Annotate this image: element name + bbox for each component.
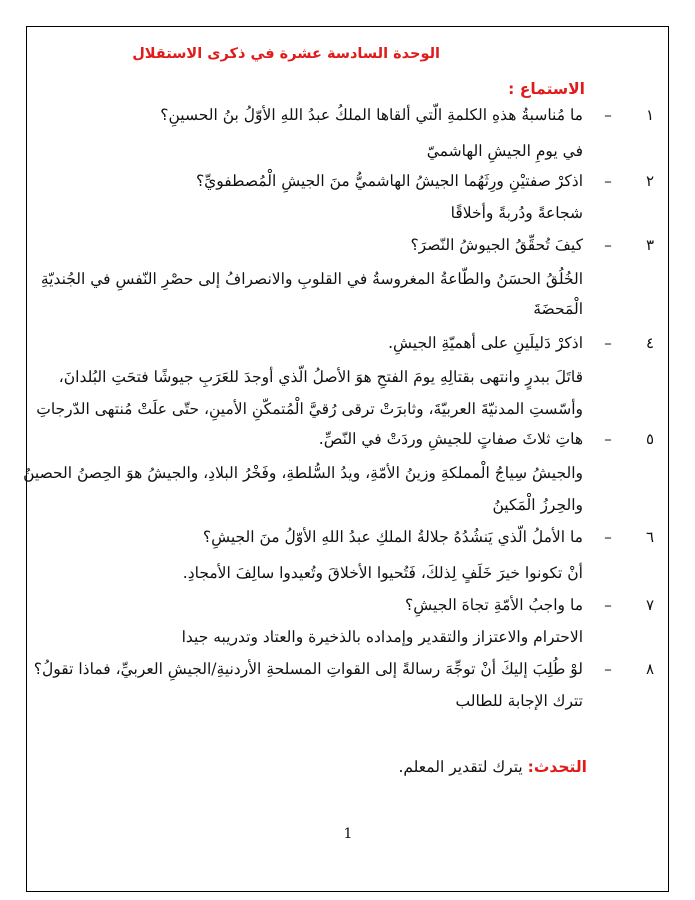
unit-title: الوحدة السادسة عشرة في ذكرى الاستقلال xyxy=(132,46,440,62)
question-number: ٣ xyxy=(645,236,655,254)
question-text: لوْ طُلِبَ إليكَ أنْ توجِّهَ رسالةً إلى القواتِ المسلحةِ الأردنيةِ/الجيشِ العربيِّ، فماذا تقولُ؟ xyxy=(33,660,583,678)
answer-text: أنْ تكونوا خيرَ خَلَفٍ لِذلكَ، فَتُحيوا الأخلاقَ وتُعيدوا سالِفَ الأمجادِ. xyxy=(182,564,583,582)
question-dash: – xyxy=(604,660,612,678)
question-number: ٦ xyxy=(645,528,655,546)
speaking-line xyxy=(40,756,587,778)
answer-text: الاحترام والاعتزاز والتقدير وإمداده بالذخيرة والعتاد وتدريبه جيدا xyxy=(181,628,583,646)
answer-text: في يومِ الجيشِ الهاشميّ xyxy=(426,142,583,160)
question-number: ٨ xyxy=(645,660,655,678)
speaking-heading: التحدث: xyxy=(527,758,587,776)
question-text: اذكرْ صفتيْنِ ورِثَهُما الجيشُ الهاشميُّ منَ الجيشِ الْمُصطفويِّ؟ xyxy=(195,172,583,190)
question-number: ٧ xyxy=(645,596,655,614)
listening-heading: الاستماع : xyxy=(508,80,585,98)
question-text: ما مُناسبةُ هذهِ الكلمةِ الّتي ألقاها الملكُ عبدُ اللهِ الأوّلُ بنُ الحسينِ؟ xyxy=(160,106,583,124)
question-text: ما الأملُ الّذي يَنشُدُهُ جلالةُ الملكِ عبدُ اللهِ الأوّلُ منَ الجيشِ؟ xyxy=(202,528,583,546)
question-dash: – xyxy=(604,430,612,448)
question-number: ١ xyxy=(645,106,655,124)
answer-text: والحِرزُ الْمَكينُ xyxy=(492,496,583,514)
question-text: هاتِ ثلاثَ صفاتٍ للجيشِ وردَتْ في النّصِّ. xyxy=(318,430,583,448)
answer-text: وأسّستِ المدنيّةَ العربيّةَ، وثابرَتْ ترقى رُقيَّ الْمُتمكّنِ الأمينِ، حتّى علَتْ مُنتهى الدّرجاتِ xyxy=(36,400,583,418)
question-dash: – xyxy=(604,236,612,254)
question-text: ما واجبُ الأمّةِ تجاهَ الجيشِ؟ xyxy=(405,596,583,614)
question-dash: – xyxy=(604,334,612,352)
page-number: 1 xyxy=(343,826,353,842)
question-dash: – xyxy=(604,596,612,614)
question-text: اذكرْ دَليلَينِ على أهميّةِ الجيشِ. xyxy=(388,334,583,352)
question-number: ٥ xyxy=(645,430,655,448)
answer-text: شجاعةً ودُربةً وأخلاقًا xyxy=(450,204,583,222)
question-number: ٤ xyxy=(645,334,655,352)
question-dash: – xyxy=(604,528,612,546)
answer-text: والجيشُ سِياجُ الْمملكةِ وزينُ الأمّةِ، ويدُ السُّلطةِ، وفَخْرُ البلادِ، والجيشُ هوَ الحِصنُ الحصينُ xyxy=(23,464,583,482)
question-dash: – xyxy=(604,106,612,124)
question-dash: – xyxy=(604,172,612,190)
answer-text: الخُلُقُ الحسَنُ والطّاعةُ المغروسةُ في القلوبِ والانصرافُ إلى حصْرِ النّفسِ في الجُنديّةِ xyxy=(40,270,583,288)
question-number: ٢ xyxy=(645,172,655,190)
answer-text: تترك الإجابة للطالب xyxy=(455,692,583,710)
question-text: كيفَ تُحقِّقُ الجيوشُ النّصرَ؟ xyxy=(410,236,583,254)
answer-text: قاتَلَ ببدرٍ وانتهى بقتالِهِ يومَ الفتحِ هوَ الأصلُ الّذي أوجدَ للعَرَبِ جيوشًا فتحَتِ البُلدانَ، xyxy=(58,368,583,386)
answer-text: الْمَحضَةَ xyxy=(533,300,583,318)
speaking-text: يترك لتقدير المعلم. xyxy=(398,758,523,776)
